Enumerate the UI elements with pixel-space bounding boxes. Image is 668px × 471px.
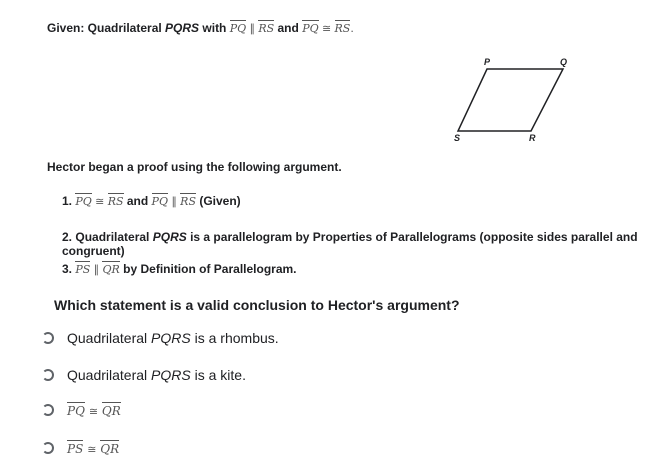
answer-choice-1[interactable] — [42, 327, 279, 349]
parallel-symbol: ∥ — [249, 22, 255, 35]
proof-step-2 — [62, 230, 668, 258]
segment-pq: PQ — [75, 195, 92, 208]
choice-pre: Quadrilateral — [67, 330, 152, 346]
step-reason: by Definition of Parallelogram. — [123, 262, 297, 276]
segment-ps: PS — [67, 442, 84, 456]
segment-qr: QR — [102, 263, 120, 276]
parallel-symbol: ∥ — [93, 263, 100, 276]
congruent-symbol: ≅ — [87, 443, 97, 456]
choice-post: is a rhombus. — [190, 330, 279, 346]
choice-shape: PQRS — [151, 367, 191, 383]
segment-rs: RS — [258, 22, 275, 35]
vertex-label-q: Q — [560, 57, 568, 67]
given-shape: PQRS — [165, 21, 200, 35]
segment-rs: RS — [334, 22, 351, 35]
parallelogram-figure — [440, 50, 580, 150]
choice-label — [67, 367, 246, 383]
segment-pq: PQ — [302, 22, 319, 35]
answer-choice-4[interactable] — [42, 437, 119, 459]
step-number: 3. — [62, 262, 73, 276]
segment-pq: PQ — [229, 22, 247, 35]
parallel-symbol: ∥ — [171, 195, 177, 208]
period: . — [350, 22, 354, 35]
given-statement — [47, 20, 354, 35]
choice-post: is a kite. — [190, 367, 246, 383]
radio-button-icon[interactable] — [42, 369, 54, 381]
segment-ps: PS — [75, 263, 91, 276]
step-and: and — [126, 194, 149, 208]
segment-rs: RS — [107, 195, 124, 208]
vertex-label-p: P — [484, 57, 491, 67]
answer-choice-3[interactable] — [42, 399, 121, 421]
segment-qr: QR — [101, 404, 121, 418]
choice-label — [67, 402, 121, 418]
choice-shape: PQRS — [151, 330, 191, 346]
radio-button-icon[interactable] — [42, 404, 54, 416]
step-number: 2. — [62, 230, 73, 244]
step-pre: Quadrilateral — [75, 230, 153, 244]
segment-rs: RS — [180, 195, 196, 208]
radio-button-icon[interactable] — [42, 442, 54, 454]
given-and: and — [274, 21, 303, 35]
vertex-label-r: R — [529, 133, 536, 143]
question-text: Which statement is a valid conclusion to Hector's argument? — [54, 297, 460, 313]
proof-step-1 — [62, 193, 241, 208]
parallelogram-shape — [458, 69, 563, 131]
segment-qr: QR — [100, 442, 120, 456]
choice-label — [67, 330, 279, 346]
congruent-symbol: ≅ — [95, 195, 105, 208]
proof-intro: Hector began a proof using the following argument. — [47, 160, 342, 174]
step-shape: PQRS — [152, 230, 187, 244]
choice-pre: Quadrilateral — [67, 367, 152, 383]
step-reason: (Given) — [199, 194, 241, 208]
step-post: is a parallelogram by Properties of Parallelograms (opposite sides parallel and congruent) — [62, 230, 638, 258]
vertex-label-s: S — [454, 133, 461, 143]
given-with: with — [199, 21, 230, 35]
segment-pq: PQ — [67, 404, 85, 418]
congruent-symbol: ≅ — [321, 22, 332, 35]
congruent-symbol: ≅ — [88, 405, 99, 418]
segment-pq: PQ — [151, 195, 168, 208]
given-prefix: Given: Quadrilateral — [47, 21, 166, 35]
radio-button-icon[interactable] — [42, 332, 54, 344]
answer-choice-2[interactable] — [42, 364, 246, 386]
step-number: 1. — [62, 194, 73, 208]
choice-label — [67, 440, 119, 456]
proof-step-3 — [62, 261, 297, 276]
